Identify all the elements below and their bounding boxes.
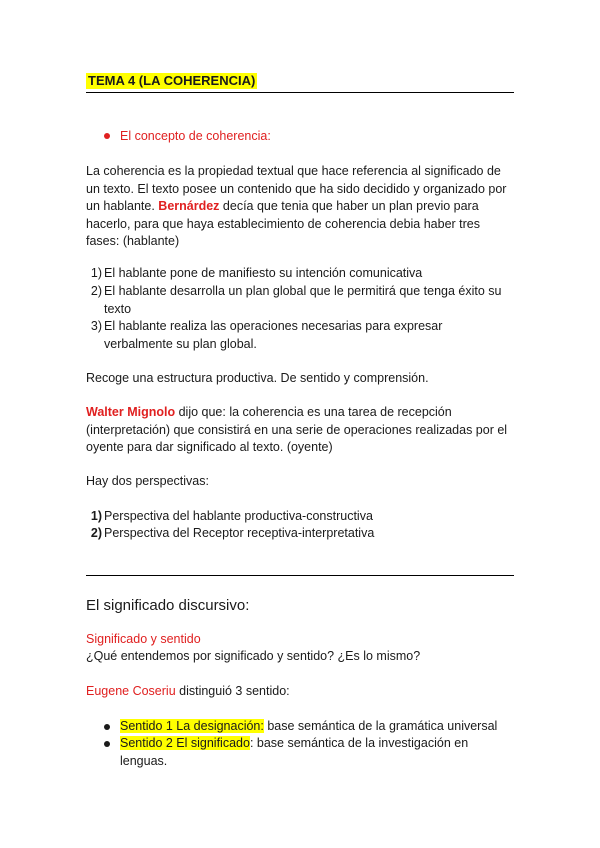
title-divider [86,92,514,93]
sentido-2-label: Sentido 2 El significado [120,736,250,750]
sentido-1-text: base semántica de la gramática universal [263,719,498,733]
list-item-phase-1 [90,265,514,283]
sentido-2-text: : base semántica de la investigación en lenguas. [120,736,469,768]
list-number: 1) [90,509,102,523]
author-coseriu: Eugene Coseriu [86,684,176,698]
concept-heading [104,128,532,146]
list-item-phase-3 [90,318,514,353]
bullet-icon [104,724,110,730]
subheading-significado: Significado y sentido [86,632,201,646]
paragraph-mignolo [86,404,514,457]
bullet-icon [104,741,110,747]
p2-text: dijo que: la coherencia es una tarea de recepción (interpretación) que consistirá en una serie de operaciones realizadas por el oyente para dar significado al texto. (oyente) [86,405,508,454]
list-number: 3) [90,319,102,333]
question-text: ¿Qué entendemos por significado y sentido? ¿Es lo mismo? [86,649,421,663]
list-item-text: Perspectiva del Receptor receptiva-interpretativa [104,526,375,540]
p1-text: La coherencia es la propiedad textual que hace referencia al significado de un texto. El texto posee un contenido que ha sido decidido y organizado por un hablante. [86,164,507,213]
list-item-sentido-1 [104,718,514,736]
list-item-text: El hablante realiza las operaciones necesarias para expresar verbalmente su plan global. [104,319,443,351]
list-item-sentido-2 [104,735,514,770]
list-number: 1) [90,266,102,280]
author-mignolo: Walter Mignolo [86,405,176,419]
list-number: 2) [90,284,102,298]
section-heading: El significado discursivo: [86,597,250,614]
list-item-perspectiva-2 [90,525,514,543]
concept-heading-text: El concepto de coherencia: [120,129,271,143]
coseriu-text: distinguió 3 sentido: [175,684,290,698]
list-item-text: El hablante desarrolla un plan global que le permitirá que tenga éxito su texto [104,284,502,316]
paragraph-recoge: Recoge una estructura productiva. De sentido y comprensión. [86,371,429,385]
sentido-1-label: Sentido 1 La designación: [120,719,264,733]
perspectivas-intro: Hay dos perspectivas: [86,474,209,488]
paragraph-coseriu [86,683,514,701]
section-divider [86,575,514,576]
bullet-icon [104,133,110,139]
list-number: 2) [90,526,102,540]
list-item-perspectiva-1 [90,508,514,526]
author-bernardez: Bernárdez [158,199,220,213]
list-item-text: Perspectiva del hablante productiva-constructiva [104,509,373,523]
page-title: TEMA 4 (LA COHERENCIA) [88,73,256,88]
p1-text-after: decía que tenia que haber un plan previo para hacerlo, para que haya establecimiento de coherencia debia haber tres fases: (hablante) [86,199,481,248]
list-item-text: El hablante pone de manifiesto su intención comunicativa [104,266,423,280]
paragraph-coherencia [86,163,514,251]
list-item-phase-2 [90,283,514,318]
